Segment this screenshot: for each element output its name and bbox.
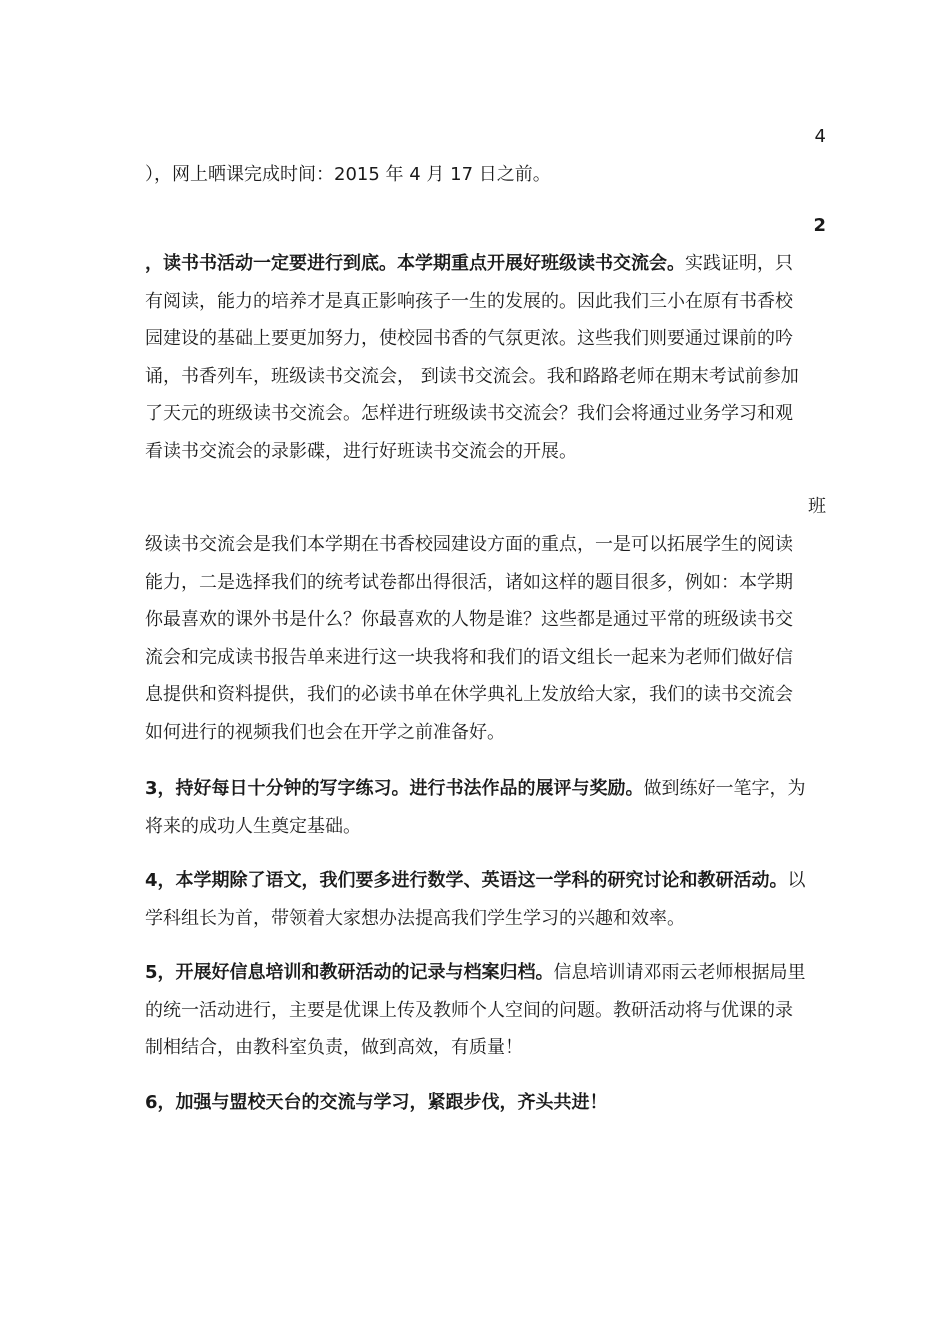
reading-activity-paragraph (145, 245, 810, 471)
deadline-line (145, 156, 810, 194)
writing-practice-heading: 3，持好每日十分钟的写字练习。进行书法作品的展评与奖励。 (145, 778, 644, 799)
subject-research-heading: 4，本学期除了语文，我们要多进行数学、英语这一学科的研究讨论和教研活动。 (145, 870, 788, 891)
info-training-paragraph (145, 954, 810, 1067)
partner-school-heading: 6，加强与盟校天台的交流与学习，紧跟步伐，齐头共进！ (145, 1092, 608, 1113)
subject-research-body: 以学科组长为首，带领着大家想办法提高我们学生学习的兴趣和效率。 (145, 870, 806, 929)
deadline-text: ），网上晒课完成时间：2015 年 4 月 17 日之前。 (145, 164, 551, 185)
writing-practice-paragraph (145, 770, 810, 845)
wrapped-character-ban: 班 (808, 496, 826, 517)
subject-research-paragraph (145, 862, 810, 937)
item-number-2: 2 (813, 215, 826, 236)
reading-activity-heading: ，读书书活动一定要进行到底。本学期重点开展好班级读书交流会。 (145, 253, 685, 274)
reading-activity-body: 实践证明，只有阅读，能力的培养才是真正影响孩子一生的发展的。因此我们三小在原有书香校园建设的基础上要更加努力，使校园书香的气氛更浓。这些我们则要通过课前的吟诵，书香列车，班级读书交流会， 到读书交流会。我和路路老师在期末考试前参加了天元的班级读书交流会。怎样进行班级读书交流会？我们会将通过业务学习和观看读书交流会的录影碟，进行好班读书交流会的开展。 (145, 253, 799, 462)
writing-practice-body: 做到练好一笔字，为将来的成功人生奠定基础。 (145, 778, 806, 837)
class-reading-paragraph (145, 526, 810, 752)
info-training-heading: 5，开展好信息培训和教研活动的记录与档案归档。 (145, 962, 554, 983)
info-training-body: 信息培训请邓雨云老师根据局里的统一活动进行，主要是优课上传及教师个人空间的问题。教研活动将与优课的录制相结合，由教科室负责，做到高效，有质量！ (145, 962, 806, 1059)
class-reading-body: 级读书交流会是我们本学期在书香校园建设方面的重点，一是可以拓展学生的阅读能力，二是选择我们的统考试卷都出得很活，诸如这样的题目很多，例如：本学期你最喜欢的课外书是什么？你最喜欢的人物是谁？这些都是通过平常的班级读书交流会和完成读书报告单来进行这一块我将和我们的语文组长一起来为老师们做好信息提供和资料提供，我们的必读书单在休学典礼上发放给大家，我们的读书交流会如何进行的视频我们也会在开学之前准备好。 (145, 534, 793, 743)
partner-school-paragraph (145, 1084, 810, 1122)
page-marker-4: 4 (814, 126, 826, 147)
